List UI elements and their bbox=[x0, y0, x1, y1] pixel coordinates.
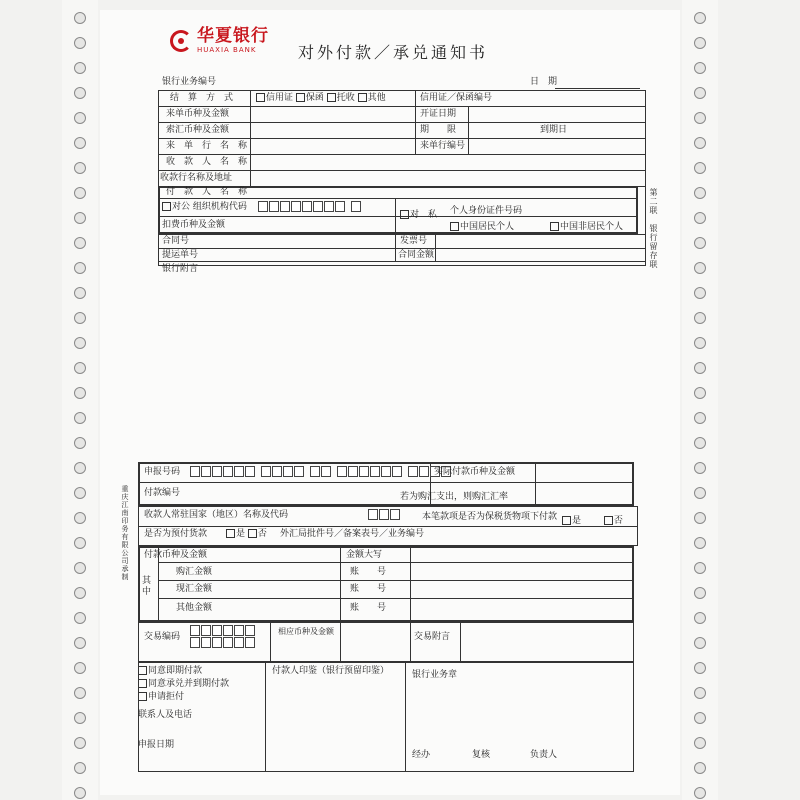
term-label: 期 限 bbox=[420, 125, 457, 135]
actual-pay-label: 实际付款币种及金额 bbox=[434, 467, 516, 477]
other-amt-label: 其他金额 bbox=[176, 603, 213, 613]
perforation-hole bbox=[74, 462, 86, 474]
input-cell[interactable] bbox=[190, 637, 200, 648]
input-cell[interactable] bbox=[359, 466, 369, 477]
bl-no-label: 提运单号 bbox=[162, 250, 199, 260]
bonded-label: 本笔款项是否为保税货物项下付款 bbox=[422, 512, 558, 522]
perforation-hole bbox=[694, 562, 706, 574]
perforation-hole bbox=[74, 37, 86, 49]
perforation-hole bbox=[74, 212, 86, 224]
input-cell[interactable] bbox=[269, 201, 279, 212]
input-cell[interactable] bbox=[324, 201, 334, 212]
right-perforated-strip bbox=[682, 0, 718, 800]
txn-note-label: 交易附言 bbox=[414, 632, 451, 642]
perforation-hole bbox=[694, 162, 706, 174]
corr-currency-label: 相应币种及金额 bbox=[278, 627, 334, 636]
input-cell[interactable] bbox=[201, 466, 211, 477]
perforation-hole bbox=[694, 462, 706, 474]
agree-pay-checkbox[interactable] bbox=[138, 666, 147, 675]
input-cell[interactable] bbox=[245, 637, 255, 648]
input-cell[interactable] bbox=[321, 466, 331, 477]
perforation-hole bbox=[694, 487, 706, 499]
input-cell[interactable] bbox=[190, 466, 200, 477]
perforation-hole bbox=[74, 487, 86, 499]
input-cell[interactable] bbox=[245, 466, 255, 477]
perforation-hole bbox=[74, 187, 86, 199]
input-cell[interactable] bbox=[261, 466, 271, 477]
send-bank-label: 来 单 行 名 称 bbox=[166, 141, 248, 151]
input-cell[interactable] bbox=[212, 466, 222, 477]
agree-accept-option: 同意承兑并到期付款 bbox=[138, 679, 229, 690]
date-label: 日 期 bbox=[530, 77, 558, 87]
bank-logo-icon bbox=[170, 30, 192, 52]
resident-option: 中国居民个人 bbox=[450, 222, 514, 233]
perforation-hole bbox=[74, 412, 86, 424]
agree-pay-option: 同意即期付款 bbox=[138, 666, 202, 677]
lc-checkbox[interactable] bbox=[256, 93, 265, 102]
guarantee-checkbox[interactable] bbox=[296, 93, 305, 102]
input-cell[interactable] bbox=[245, 625, 255, 636]
perforation-hole bbox=[694, 262, 706, 274]
other-checkbox[interactable] bbox=[358, 93, 367, 102]
perforation-hole bbox=[694, 387, 706, 399]
input-cell[interactable] bbox=[223, 466, 233, 477]
left-perforated-strip bbox=[62, 0, 98, 800]
perforation-hole bbox=[694, 362, 706, 374]
perforation-hole bbox=[74, 762, 86, 774]
acct-label-3: 账 号 bbox=[350, 603, 387, 613]
perforation-hole bbox=[74, 137, 86, 149]
perforation-hole bbox=[694, 712, 706, 724]
input-cell[interactable] bbox=[337, 466, 347, 477]
bank-name-cn: 华夏银行 bbox=[197, 26, 269, 46]
input-cell[interactable] bbox=[258, 201, 268, 212]
perforation-hole bbox=[694, 537, 706, 549]
perforation-hole bbox=[74, 587, 86, 599]
invoice-no-label: 发票号 bbox=[400, 236, 428, 246]
contract-no-label: 合同号 bbox=[162, 236, 190, 246]
bank-name-en: HUAXIA BANK bbox=[197, 46, 257, 54]
perforation-hole bbox=[694, 612, 706, 624]
perforation-hole bbox=[74, 112, 86, 124]
perforation-hole bbox=[694, 737, 706, 749]
acct-label-1: 账 号 bbox=[350, 567, 387, 577]
checker-label: 复核 bbox=[472, 750, 491, 760]
deduct-label: 扣费币种及金额 bbox=[162, 220, 226, 230]
manager-label: 负责人 bbox=[530, 750, 558, 760]
perforation-hole bbox=[74, 537, 86, 549]
perforation-hole bbox=[694, 337, 706, 349]
bonded-yes-checkbox[interactable] bbox=[562, 516, 571, 525]
settle-options: 信用证 保函 托收 其他 bbox=[256, 93, 386, 104]
advance-yes-checkbox[interactable] bbox=[226, 529, 235, 538]
copy-indicator: 第二联 银行留存联 bbox=[649, 188, 658, 269]
perforation-hole bbox=[74, 787, 86, 799]
open-date-label: 开证日期 bbox=[420, 109, 457, 119]
input-cell[interactable] bbox=[234, 625, 244, 636]
contact-label: 联系人及电话 bbox=[138, 710, 193, 720]
perforation-hole bbox=[694, 662, 706, 674]
nonresident-option: 中国非居民个人 bbox=[550, 222, 623, 233]
perforation-hole bbox=[74, 162, 86, 174]
perforation-hole bbox=[74, 12, 86, 24]
perforation-hole bbox=[694, 112, 706, 124]
perforation-hole bbox=[74, 237, 86, 249]
advance-options: 是 否 bbox=[226, 529, 267, 540]
input-cell[interactable] bbox=[390, 509, 400, 520]
perforation-hole bbox=[694, 212, 706, 224]
input-cell[interactable] bbox=[234, 637, 244, 648]
input-cell[interactable] bbox=[348, 466, 358, 477]
perforation-hole bbox=[74, 612, 86, 624]
perforation-hole bbox=[74, 562, 86, 574]
perforation-hole bbox=[694, 62, 706, 74]
country-code-cells[interactable] bbox=[368, 509, 400, 520]
purchase-rate-label: 若为购汇支出，则购汇汇率 bbox=[400, 492, 509, 502]
bank-ref-label: 银行业务编号 bbox=[162, 77, 217, 87]
input-cell[interactable] bbox=[190, 625, 200, 636]
org-code-cells[interactable] bbox=[258, 201, 361, 212]
perforation-hole bbox=[74, 262, 86, 274]
handler-label: 经办 bbox=[412, 750, 431, 760]
perforation-hole bbox=[694, 687, 706, 699]
perforation-hole bbox=[694, 312, 706, 324]
corp-row: 对公 组织机构代码 bbox=[162, 202, 247, 213]
perforation-hole bbox=[694, 637, 706, 649]
payee-name-label: 收 款 人 名 称 bbox=[166, 157, 248, 167]
perforation-hole bbox=[74, 312, 86, 324]
perforation-hole bbox=[694, 762, 706, 774]
contract-amount-label: 合同金额 bbox=[398, 250, 435, 260]
perforation-hole bbox=[74, 712, 86, 724]
input-cell[interactable] bbox=[212, 625, 222, 636]
reg-no-label: 外汇局批件号／备案表号／业务编号 bbox=[280, 529, 425, 539]
input-cell[interactable] bbox=[370, 466, 380, 477]
bank-seal-label: 银行业务章 bbox=[412, 670, 458, 680]
input-cell[interactable] bbox=[351, 201, 361, 212]
perforation-hole bbox=[694, 137, 706, 149]
send-bank-no-label: 来单行编号 bbox=[420, 141, 466, 151]
perforation-hole bbox=[74, 512, 86, 524]
advance-no-checkbox[interactable] bbox=[248, 529, 257, 538]
perforation-hole bbox=[694, 12, 706, 24]
perforation-hole bbox=[694, 512, 706, 524]
perforation-hole bbox=[74, 337, 86, 349]
perforation-hole bbox=[694, 287, 706, 299]
perforation-hole bbox=[74, 387, 86, 399]
input-cell[interactable] bbox=[223, 625, 233, 636]
perforation-hole bbox=[74, 687, 86, 699]
currency-amount-label: 来单币种及金额 bbox=[166, 109, 230, 119]
perforation-hole bbox=[694, 87, 706, 99]
input-cell[interactable] bbox=[419, 466, 429, 477]
pay-no-label: 付款编号 bbox=[144, 488, 181, 498]
decl-no-cells[interactable] bbox=[190, 466, 451, 477]
perforation-hole bbox=[694, 787, 706, 799]
lc-no-label: 信用证／保函编号 bbox=[420, 93, 493, 103]
perforation-hole bbox=[694, 237, 706, 249]
input-cell[interactable] bbox=[294, 466, 304, 477]
txn-code-label: 交易编码 bbox=[144, 632, 181, 642]
bonded-options: 是 否 bbox=[562, 516, 623, 527]
printer-credit: 重庆江南印务有限公司承制 bbox=[121, 485, 129, 581]
perforation-hole bbox=[74, 637, 86, 649]
decl-no-label: 申报号码 bbox=[144, 467, 181, 477]
input-cell[interactable] bbox=[335, 201, 345, 212]
input-cell[interactable] bbox=[408, 466, 418, 477]
form-title: 对外付款／承兑通知书 bbox=[298, 43, 489, 62]
perforation-hole bbox=[74, 737, 86, 749]
perforation-hole bbox=[74, 62, 86, 74]
payer-name-label: 付 款 人 名 称 bbox=[166, 187, 248, 197]
perforation-hole bbox=[74, 662, 86, 674]
input-cell[interactable] bbox=[272, 466, 282, 477]
perforation-hole bbox=[694, 437, 706, 449]
purchase-amt-label: 购汇金额 bbox=[176, 567, 213, 577]
spot-amt-label: 现汇金额 bbox=[176, 584, 213, 594]
country-label: 收款人常驻国家（地区）名称及代码 bbox=[144, 510, 289, 520]
input-cell[interactable] bbox=[234, 466, 244, 477]
perforation-hole bbox=[694, 37, 706, 49]
perforation-hole bbox=[74, 87, 86, 99]
personal-row: 对 私 bbox=[400, 210, 437, 221]
collection-checkbox[interactable] bbox=[327, 93, 336, 102]
input-cell[interactable] bbox=[313, 201, 323, 212]
perforation-hole bbox=[694, 587, 706, 599]
refuse-checkbox[interactable] bbox=[138, 692, 147, 701]
bonded-no-checkbox[interactable] bbox=[604, 516, 613, 525]
bank-logo bbox=[170, 28, 269, 54]
amount-words-label: 金额大写 bbox=[346, 550, 383, 560]
personal-checkbox[interactable] bbox=[400, 210, 409, 219]
input-cell[interactable] bbox=[379, 509, 389, 520]
input-cell[interactable] bbox=[291, 201, 301, 212]
decl-date-label: 申报日期 bbox=[138, 740, 175, 750]
input-cell[interactable] bbox=[368, 509, 378, 520]
input-cell[interactable] bbox=[223, 637, 233, 648]
settle-label: 结 算 方 式 bbox=[170, 93, 234, 103]
resident-checkbox[interactable] bbox=[450, 222, 459, 231]
remarks-label: 银行附言 bbox=[162, 264, 199, 274]
claim-label: 索汇币种及金额 bbox=[166, 125, 230, 135]
payee-bank-label: 收款行名称及地址 bbox=[160, 173, 233, 183]
acct-label-2: 账 号 bbox=[350, 584, 387, 594]
input-cell[interactable] bbox=[381, 466, 391, 477]
of-which-label: 其中 bbox=[142, 576, 152, 597]
input-cell[interactable] bbox=[212, 637, 222, 648]
perforation-hole bbox=[74, 362, 86, 374]
advance-label: 是否为预付货款 bbox=[144, 529, 208, 539]
input-cell[interactable] bbox=[280, 201, 290, 212]
id-no-label: 个人身份证件号码 bbox=[450, 206, 523, 216]
perforation-hole bbox=[74, 437, 86, 449]
corp-checkbox[interactable] bbox=[162, 202, 171, 211]
input-cell[interactable] bbox=[201, 625, 211, 636]
payment-notice-form bbox=[100, 10, 680, 795]
input-cell[interactable] bbox=[392, 466, 402, 477]
perforation-hole bbox=[694, 187, 706, 199]
agree-accept-checkbox[interactable] bbox=[138, 679, 147, 688]
perforation-hole bbox=[74, 287, 86, 299]
nonresident-checkbox[interactable] bbox=[550, 222, 559, 231]
due-date-label: 到期日 bbox=[540, 125, 568, 135]
input-cell[interactable] bbox=[283, 466, 293, 477]
payer-seal-label: 付款人印鉴（银行预留印鉴） bbox=[272, 666, 390, 676]
txn-code-cells[interactable] bbox=[190, 625, 260, 648]
refuse-option: 申请拒付 bbox=[138, 692, 184, 703]
input-cell[interactable] bbox=[302, 201, 312, 212]
perforation-hole bbox=[694, 412, 706, 424]
pay-currency-label: 付款币种及金额 bbox=[144, 550, 208, 560]
input-cell[interactable] bbox=[201, 637, 211, 648]
input-cell[interactable] bbox=[310, 466, 320, 477]
